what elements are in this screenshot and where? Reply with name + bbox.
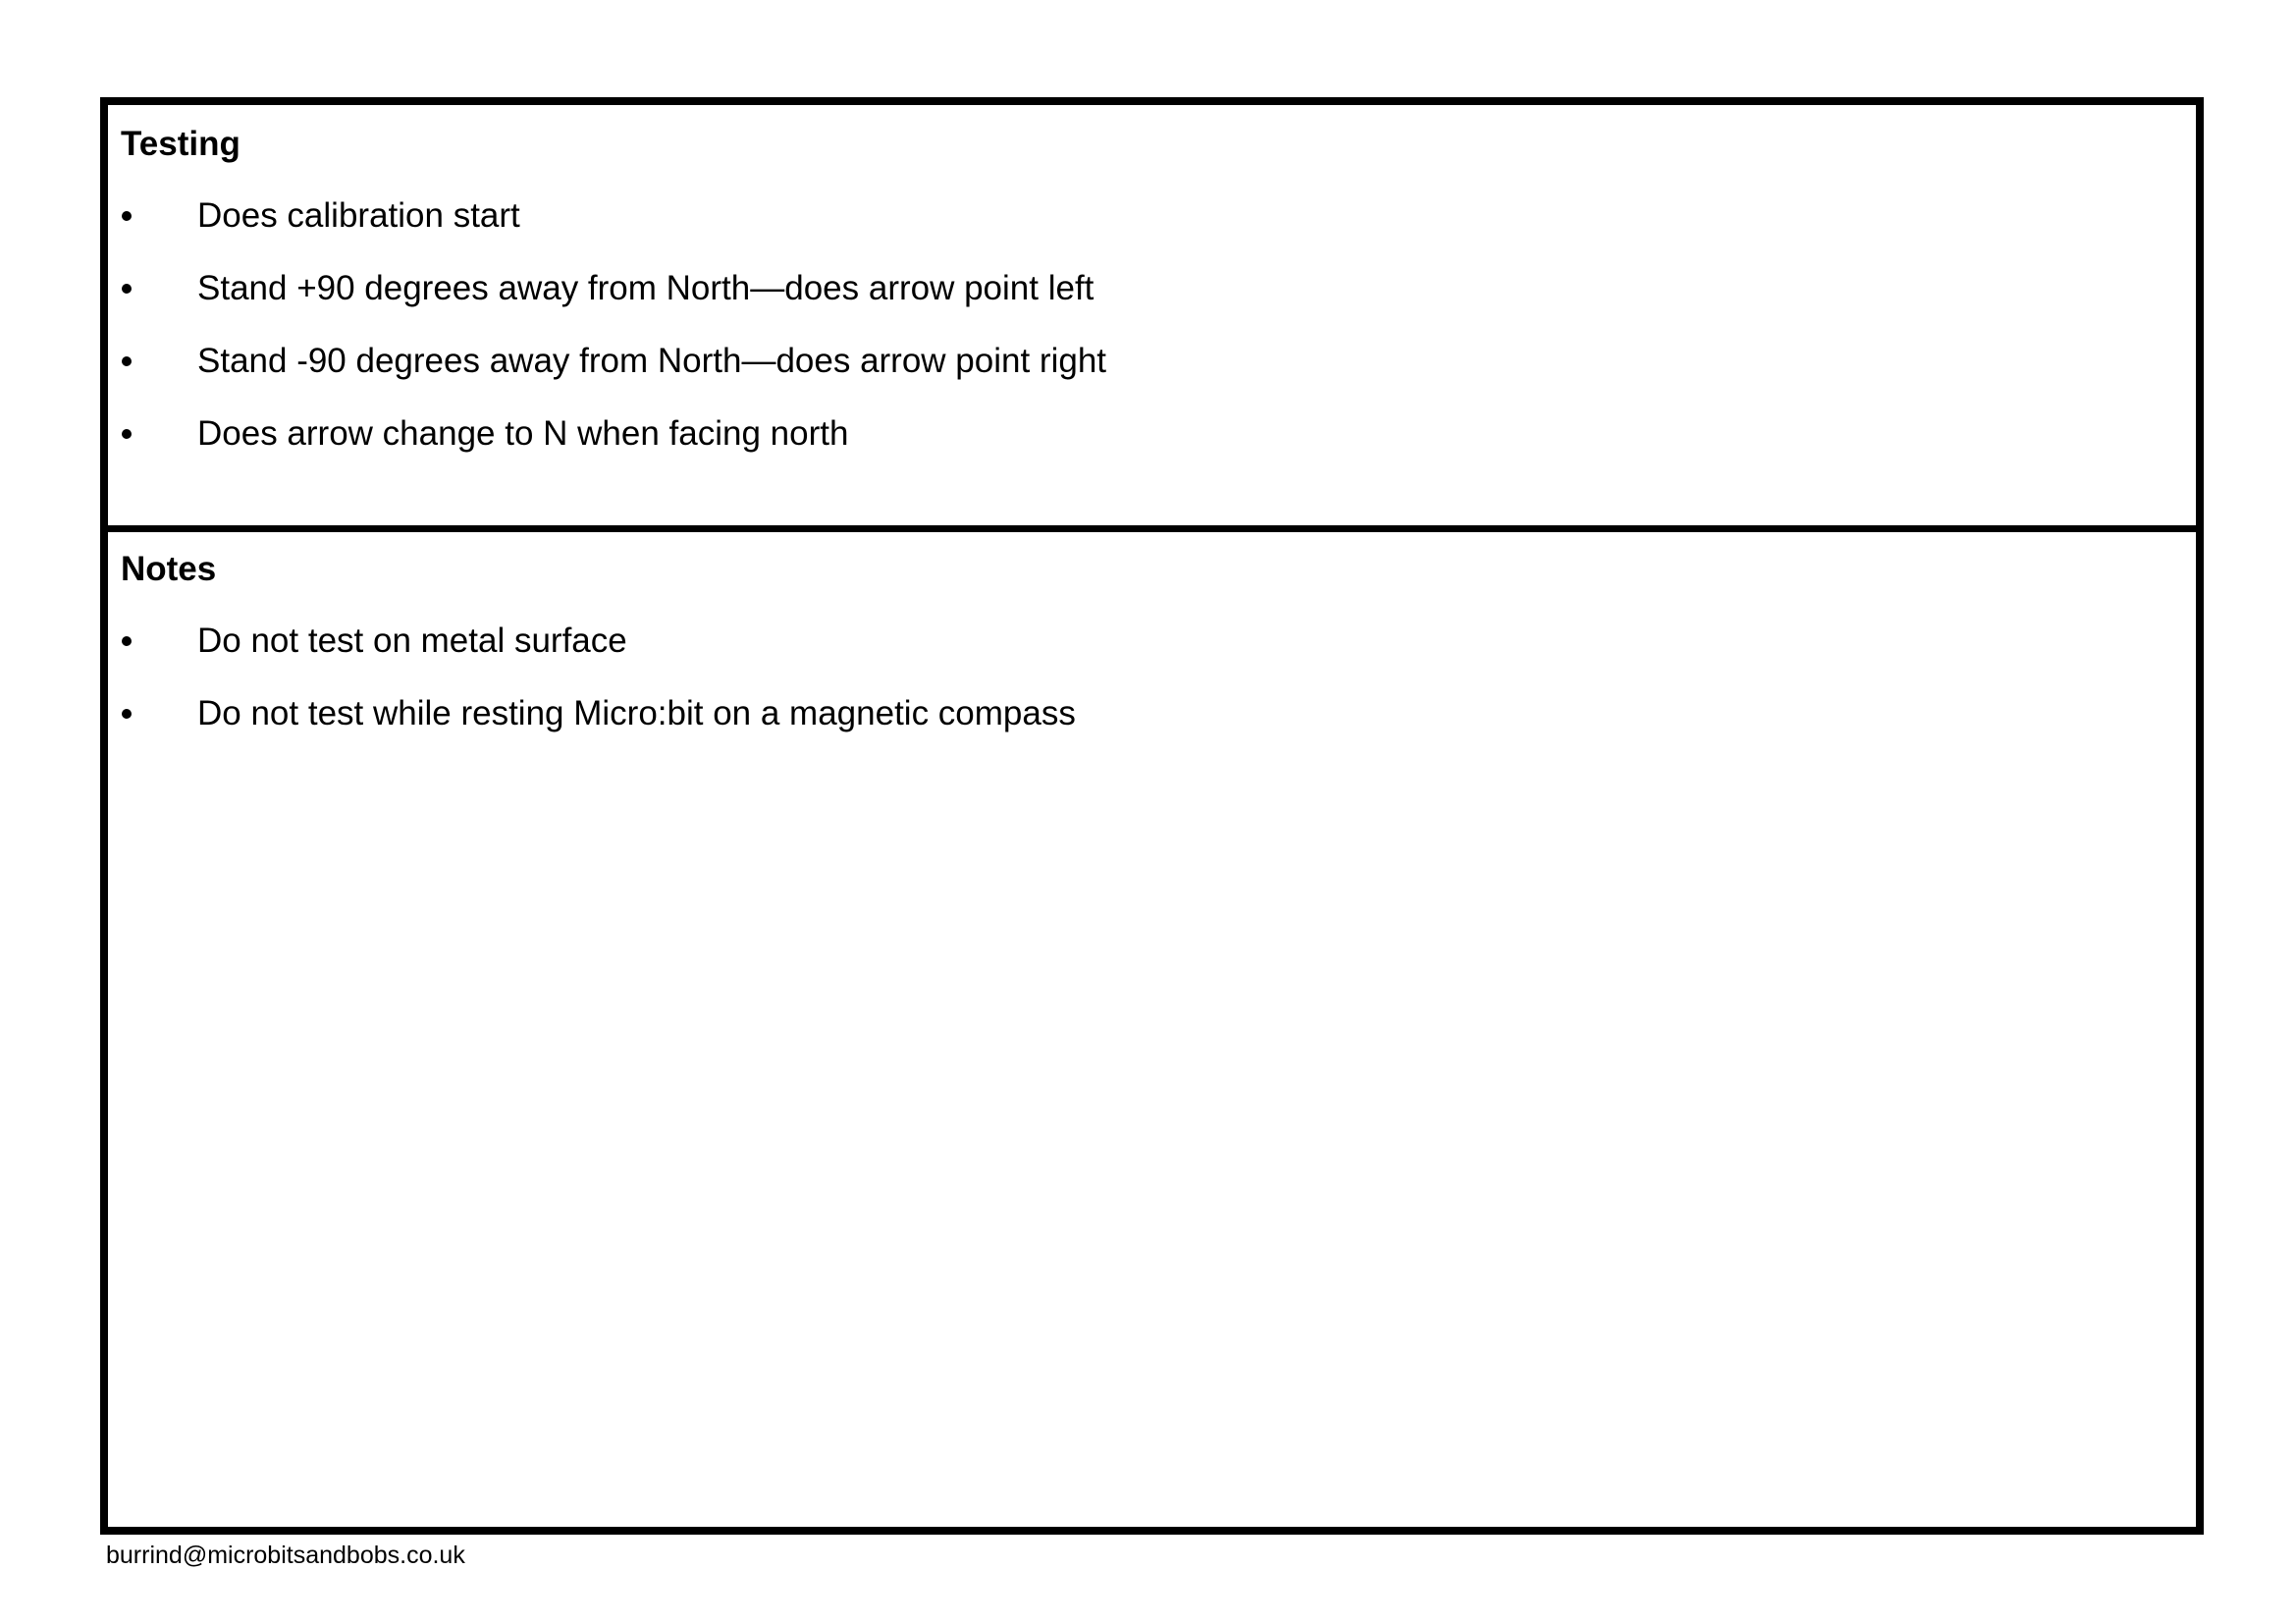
bullet-icon [122, 284, 132, 294]
testing-item-text: Does arrow change to N when facing north [197, 414, 849, 453]
testing-item-text: Stand -90 degrees away from North—does arrow point right [197, 342, 1107, 380]
worksheet-frame [100, 97, 2204, 1535]
notes-list-item [108, 692, 2196, 765]
testing-list-item [108, 340, 2196, 412]
testing-list-item [108, 412, 2196, 485]
notes-list-item [108, 620, 2196, 692]
bullet-icon [122, 709, 132, 719]
testing-heading: Testing [121, 125, 240, 163]
bullet-icon [122, 356, 132, 366]
testing-item-text: Stand +90 degrees away from North—does arrow point left [197, 269, 1095, 307]
testing-list-item [108, 194, 2196, 267]
bullet-icon [122, 211, 132, 221]
bullet-icon [122, 429, 132, 439]
notes-section [108, 532, 2196, 1527]
testing-list [108, 194, 2196, 485]
bullet-icon [122, 636, 132, 646]
testing-item-text: Does calibration start [197, 196, 520, 235]
footer-email: burrind@microbitsandbobs.co.uk [106, 1542, 465, 1569]
notes-item-text: Do not test on metal surface [197, 622, 627, 660]
notes-heading: Notes [121, 550, 217, 588]
notes-item-text: Do not test while resting Micro:bit on a magnetic compass [197, 694, 1076, 732]
notes-list [108, 620, 2196, 765]
testing-section [108, 105, 2196, 532]
testing-list-item [108, 267, 2196, 340]
